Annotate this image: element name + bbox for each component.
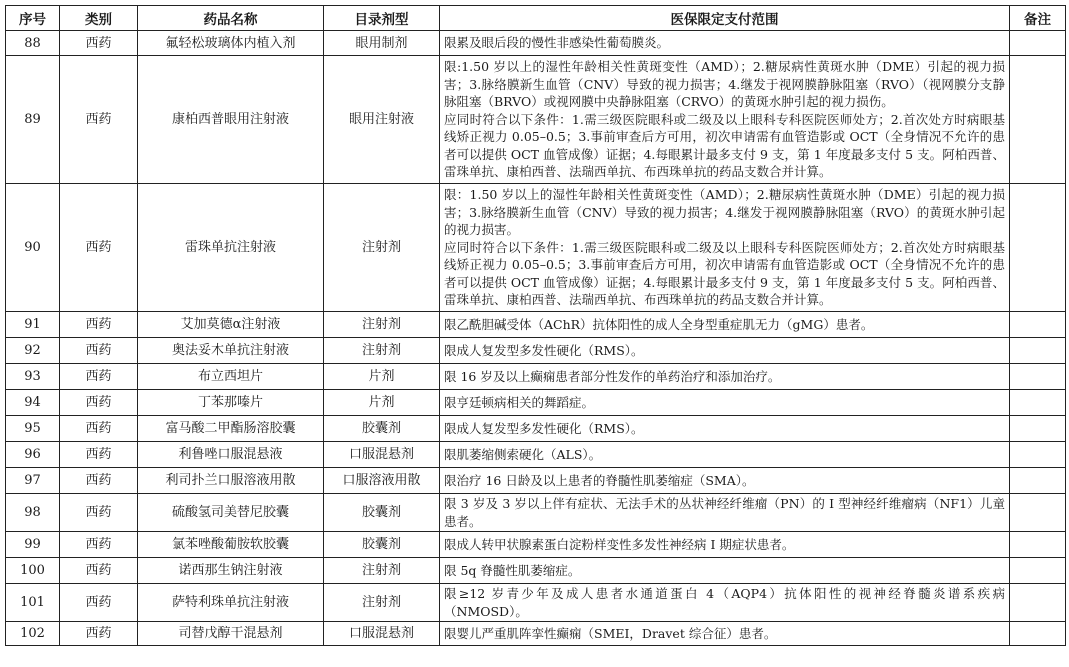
cell-drug-name: 司替戊醇干混悬剂 xyxy=(138,622,324,646)
cell-seq: 90 xyxy=(6,184,60,312)
cell-dosage-form: 口服混悬剂 xyxy=(324,622,440,646)
cell-dosage-form: 注射剂 xyxy=(324,584,440,622)
cell-drug-name: 萨特利珠单抗注射液 xyxy=(138,584,324,622)
table-header-row xyxy=(6,6,1066,31)
cell-dosage-form: 胶囊剂 xyxy=(324,494,440,532)
cell-payment-scope: 限：1.50 岁以上的湿性年龄相关性黄斑变性（AMD）；2.糖尿病性黄斑水肿（DME）引起的视力损害；3.脉络膜新生血管（CNV）导致的视力损害；4.继发于视网膜静脉阻塞（RVO）的黄斑水肿引起的视力损害。 应同时符合以下条件：1.需三级医院眼科或二级及以上眼科专科医院医师处方；2.首次处方时病眼基线矫正视力 0.05–0.5；3.事前审查后方可用，初次申请需有血管造影或 OCT（全身情况不允许的患者可以提供 OCT 血管成像）证据；4.每眼累计最多支付 9 支，第 1 年度最多支付 5 支。阿柏西普、雷珠单抗、康柏西普、法瑞西单抗、布西珠单抗的药品支数合并计算。 xyxy=(440,184,1010,312)
cell-seq: 97 xyxy=(6,468,60,494)
cell-category: 西药 xyxy=(60,56,138,184)
cell-note xyxy=(1010,364,1066,390)
table-row xyxy=(6,584,1066,622)
table-row xyxy=(6,558,1066,584)
cell-drug-name: 氟轻松玻璃体内植入剂 xyxy=(138,31,324,56)
cell-payment-scope: 限 5q 脊髓性肌萎缩症。 xyxy=(440,558,1010,584)
cell-seq: 101 xyxy=(6,584,60,622)
cell-dosage-form: 片剂 xyxy=(324,364,440,390)
cell-note xyxy=(1010,494,1066,532)
table-row xyxy=(6,338,1066,364)
cell-seq: 98 xyxy=(6,494,60,532)
cell-note xyxy=(1010,416,1066,442)
cell-note xyxy=(1010,584,1066,622)
table-row xyxy=(6,494,1066,532)
cell-category: 西药 xyxy=(60,468,138,494)
cell-category: 西药 xyxy=(60,622,138,646)
cell-category: 西药 xyxy=(60,416,138,442)
cell-dosage-form: 胶囊剂 xyxy=(324,416,440,442)
cell-seq: 94 xyxy=(6,390,60,416)
cell-seq: 95 xyxy=(6,416,60,442)
cell-note xyxy=(1010,312,1066,338)
cell-seq: 99 xyxy=(6,532,60,558)
cell-drug-name: 布立西坦片 xyxy=(138,364,324,390)
cell-payment-scope: 限 3 岁及 3 岁以上伴有症状、无法手术的丛状神经纤维瘤（PN）的 I 型神经纤维瘤病（NF1）儿童患者。 xyxy=(440,494,1010,532)
cell-seq: 89 xyxy=(6,56,60,184)
cell-dosage-form: 片剂 xyxy=(324,390,440,416)
cell-dosage-form: 注射剂 xyxy=(324,184,440,312)
cell-payment-scope: 限成人复发型多发性硬化（RMS）。 xyxy=(440,338,1010,364)
table-row xyxy=(6,532,1066,558)
header-category: 类别 xyxy=(60,6,138,31)
cell-note xyxy=(1010,31,1066,56)
drug-catalog-table xyxy=(5,5,1066,646)
cell-payment-scope: 限成人复发型多发性硬化（RMS）。 xyxy=(440,416,1010,442)
cell-payment-scope: 限≥12 岁青少年及成人患者水通道蛋白 4（AQP4）抗体阳性的视神经脊髓炎谱系疾病（NMOSD）。 xyxy=(440,584,1010,622)
cell-drug-name: 富马酸二甲酯肠溶胶囊 xyxy=(138,416,324,442)
header-seq: 序号 xyxy=(6,6,60,31)
cell-payment-scope: 限成人转甲状腺素蛋白淀粉样变性多发性神经病 I 期症状患者。 xyxy=(440,532,1010,558)
drug-catalog-sheet xyxy=(5,5,1065,646)
cell-dosage-form: 注射剂 xyxy=(324,558,440,584)
cell-seq: 96 xyxy=(6,442,60,468)
cell-dosage-form: 眼用注射液 xyxy=(324,56,440,184)
cell-seq: 93 xyxy=(6,364,60,390)
cell-note xyxy=(1010,532,1066,558)
cell-dosage-form: 注射剂 xyxy=(324,338,440,364)
cell-category: 西药 xyxy=(60,558,138,584)
cell-payment-scope: 限累及眼后段的慢性非感染性葡萄膜炎。 xyxy=(440,31,1010,56)
cell-drug-name: 康柏西普眼用注射液 xyxy=(138,56,324,184)
cell-drug-name: 利司扑兰口服溶液用散 xyxy=(138,468,324,494)
cell-dosage-form: 胶囊剂 xyxy=(324,532,440,558)
cell-category: 西药 xyxy=(60,442,138,468)
cell-note xyxy=(1010,338,1066,364)
cell-category: 西药 xyxy=(60,494,138,532)
table-row xyxy=(6,364,1066,390)
cell-payment-scope: 限 16 岁及以上癫痫患者部分性发作的单药治疗和添加治疗。 xyxy=(440,364,1010,390)
cell-drug-name: 诺西那生钠注射液 xyxy=(138,558,324,584)
cell-note xyxy=(1010,184,1066,312)
cell-payment-scope: 限乙酰胆碱受体（AChR）抗体阳性的成人全身型重症肌无力（gMG）患者。 xyxy=(440,312,1010,338)
cell-category: 西药 xyxy=(60,312,138,338)
table-row xyxy=(6,390,1066,416)
header-form: 目录剂型 xyxy=(324,6,440,31)
cell-payment-scope: 限:1.50 岁以上的湿性年龄相关性黄斑变性（AMD）；2.糖尿病性黄斑水肿（DME）引起的视力损害；3.脉络膜新生血管（CNV）导致的视力损害；4.继发于视网膜静脉阻塞（RVO）（视网膜分支静脉阻塞（BRVO）或视网膜中央静脉阻塞（CRVO）的黄斑水肿引起的视力损伤。 应同时符合以下条件：1.需三级医院眼科或二级及以上眼科专科医院医师处方；2.首次处方时病眼基线矫正视力 0.05–0.5；3.事前审查后方可用，初次申请需有血管造影或 OCT（全身情况不允许的患者可以提供 OCT 血管成像）证据；4.每眼累计最多支付 9 支，第 1 年度最多支付 5 支。阿柏西普、雷珠单抗、康柏西普、法瑞西单抗、布西珠单抗的药品支数合并计算。 xyxy=(440,56,1010,184)
cell-note xyxy=(1010,390,1066,416)
cell-drug-name: 艾加莫德α注射液 xyxy=(138,312,324,338)
header-scope: 医保限定支付范围 xyxy=(440,6,1010,31)
cell-seq: 100 xyxy=(6,558,60,584)
table-row xyxy=(6,622,1066,646)
cell-note xyxy=(1010,56,1066,184)
cell-drug-name: 雷珠单抗注射液 xyxy=(138,184,324,312)
table-row xyxy=(6,416,1066,442)
cell-note xyxy=(1010,558,1066,584)
cell-payment-scope: 限肌萎缩侧索硬化（ALS）。 xyxy=(440,442,1010,468)
table-row xyxy=(6,56,1066,184)
cell-drug-name: 硫酸氢司美替尼胶囊 xyxy=(138,494,324,532)
cell-dosage-form: 注射剂 xyxy=(324,312,440,338)
cell-dosage-form: 眼用制剂 xyxy=(324,31,440,56)
cell-seq: 92 xyxy=(6,338,60,364)
table-row xyxy=(6,468,1066,494)
cell-drug-name: 奥法妥木单抗注射液 xyxy=(138,338,324,364)
cell-category: 西药 xyxy=(60,364,138,390)
header-name: 药品名称 xyxy=(138,6,324,31)
cell-seq: 102 xyxy=(6,622,60,646)
cell-note xyxy=(1010,468,1066,494)
cell-dosage-form: 口服混悬剂 xyxy=(324,442,440,468)
cell-drug-name: 利鲁唑口服混悬液 xyxy=(138,442,324,468)
table-row xyxy=(6,442,1066,468)
cell-seq: 88 xyxy=(6,31,60,56)
cell-note xyxy=(1010,442,1066,468)
cell-category: 西药 xyxy=(60,338,138,364)
cell-category: 西药 xyxy=(60,532,138,558)
cell-dosage-form: 口服溶液用散 xyxy=(324,468,440,494)
cell-note xyxy=(1010,622,1066,646)
cell-category: 西药 xyxy=(60,31,138,56)
table-row xyxy=(6,312,1066,338)
cell-payment-scope: 限治疗 16 日龄及以上患者的脊髓性肌萎缩症（SMA）。 xyxy=(440,468,1010,494)
cell-drug-name: 氯苯唑酸葡胺软胶囊 xyxy=(138,532,324,558)
cell-category: 西药 xyxy=(60,184,138,312)
cell-drug-name: 丁苯那嗪片 xyxy=(138,390,324,416)
cell-payment-scope: 限婴儿严重肌阵挛性癫痫（SMEI，Dravet 综合征）患者。 xyxy=(440,622,1010,646)
cell-payment-scope: 限亨廷顿病相关的舞蹈症。 xyxy=(440,390,1010,416)
table-row xyxy=(6,184,1066,312)
header-note: 备注 xyxy=(1010,6,1066,31)
cell-seq: 91 xyxy=(6,312,60,338)
cell-category: 西药 xyxy=(60,584,138,622)
table-row xyxy=(6,31,1066,56)
cell-category: 西药 xyxy=(60,390,138,416)
